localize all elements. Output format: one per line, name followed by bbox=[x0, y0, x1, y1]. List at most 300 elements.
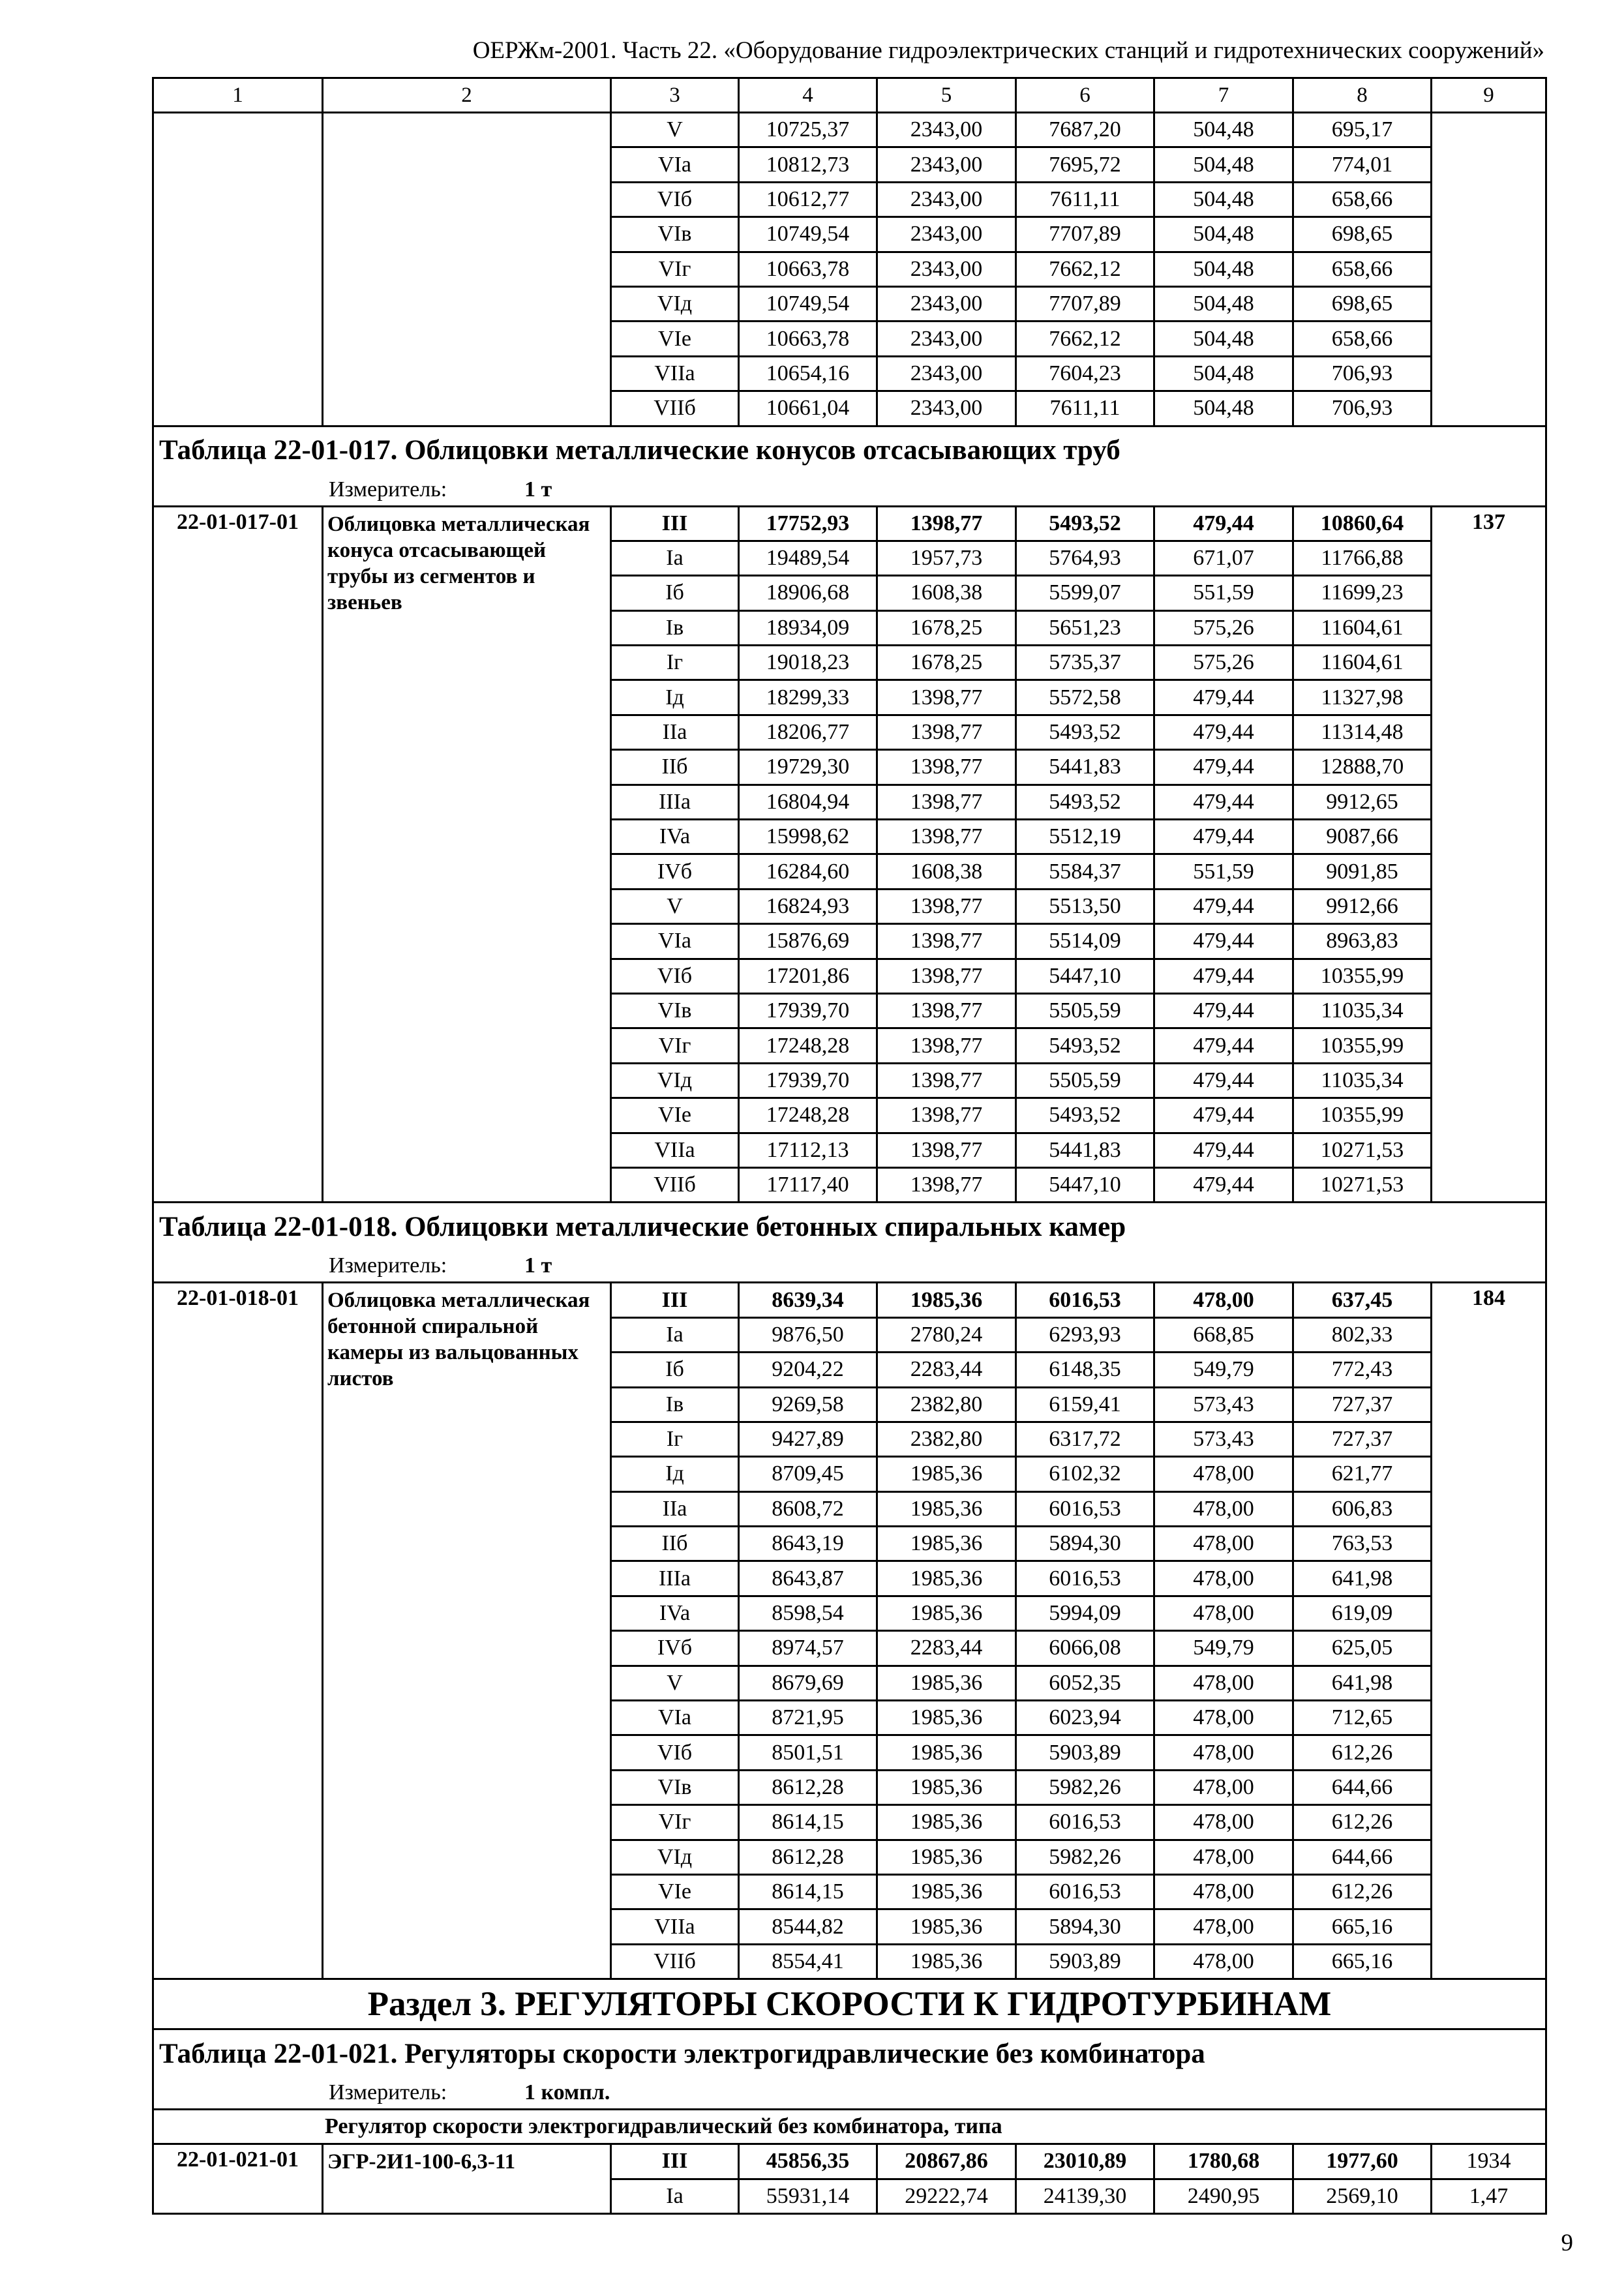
value-cell: 6016,53 bbox=[1016, 1283, 1154, 1317]
zone-code: VIд bbox=[611, 286, 739, 321]
value-cell: 698,65 bbox=[1293, 286, 1432, 321]
value-cell: 7707,89 bbox=[1016, 286, 1154, 321]
value-cell: 1398,77 bbox=[877, 506, 1016, 541]
value-cell: 2382,80 bbox=[877, 1387, 1016, 1422]
value-cell: 1985,36 bbox=[877, 1457, 1016, 1491]
value-cell: 5441,83 bbox=[1016, 1133, 1154, 1167]
zone-code: Iд bbox=[611, 1457, 739, 1491]
value-cell: 5505,59 bbox=[1016, 993, 1154, 1028]
zone-code: III bbox=[611, 2144, 739, 2179]
zone-code: III bbox=[611, 1283, 739, 1317]
zone-code: Ia bbox=[611, 541, 739, 575]
table-title-row bbox=[153, 1203, 1546, 1251]
value-cell: 772,43 bbox=[1293, 1353, 1432, 1387]
value-cell: 802,33 bbox=[1293, 1317, 1432, 1352]
column9-value: 184 bbox=[1432, 1283, 1546, 1979]
value-cell: 478,00 bbox=[1154, 1701, 1293, 1735]
value-cell: 668,85 bbox=[1154, 1317, 1293, 1352]
zone-code: IVб bbox=[611, 854, 739, 889]
value-cell: 15876,69 bbox=[739, 924, 877, 959]
measure-unit: 1 компл. bbox=[524, 2080, 610, 2105]
zone-code: VIIa bbox=[611, 1133, 739, 1167]
value-cell: 1398,77 bbox=[877, 993, 1016, 1028]
value-cell: 2343,00 bbox=[877, 286, 1016, 321]
value-cell: 5735,37 bbox=[1016, 646, 1154, 680]
value-cell: 504,48 bbox=[1154, 356, 1293, 391]
zone-code: VIг bbox=[611, 252, 739, 286]
value-cell: 1398,77 bbox=[877, 715, 1016, 749]
value-cell: 1780,68 bbox=[1154, 2144, 1293, 2179]
value-cell: 5447,10 bbox=[1016, 1167, 1154, 1202]
value-cell: 641,98 bbox=[1293, 1666, 1432, 1700]
value-cell: 10271,53 bbox=[1293, 1167, 1432, 1202]
value-cell: 8643,19 bbox=[739, 1527, 877, 1561]
section-title: Раздел 3. РЕГУЛЯТОРЫ СКОРОСТИ К ГИДРОТУРБИНАМ bbox=[153, 1979, 1546, 2029]
value-cell: 9876,50 bbox=[739, 1317, 877, 1352]
value-cell: 5764,93 bbox=[1016, 541, 1154, 575]
value-cell: 479,44 bbox=[1154, 959, 1293, 993]
value-cell: 621,77 bbox=[1293, 1457, 1432, 1491]
value-cell: 10271,53 bbox=[1293, 1133, 1432, 1167]
value-cell: 706,93 bbox=[1293, 391, 1432, 426]
zone-code: VIe bbox=[611, 1098, 739, 1133]
value-cell: 10654,16 bbox=[739, 356, 877, 391]
zone-code: IIб bbox=[611, 750, 739, 785]
value-cell: 6016,53 bbox=[1016, 1491, 1154, 1526]
resource-code: 22-01-021-01 bbox=[153, 2144, 323, 2214]
value-cell: 504,48 bbox=[1154, 252, 1293, 286]
value-cell: 7662,12 bbox=[1016, 322, 1154, 356]
value-cell: 6066,08 bbox=[1016, 1631, 1154, 1666]
value-cell: 7604,23 bbox=[1016, 356, 1154, 391]
value-cell: 18299,33 bbox=[739, 680, 877, 715]
value-cell: 1985,36 bbox=[877, 1596, 1016, 1630]
section-heading-row bbox=[153, 1979, 1546, 2029]
zone-code: Iб bbox=[611, 1353, 739, 1387]
zone-code: Iд bbox=[611, 680, 739, 715]
value-cell: 575,26 bbox=[1154, 610, 1293, 645]
zone-code: VIд bbox=[611, 1840, 739, 1874]
zone-code: VIг bbox=[611, 1028, 739, 1063]
value-cell: 504,48 bbox=[1154, 182, 1293, 217]
zone-code: Ia bbox=[611, 2179, 739, 2213]
value-cell: 5651,23 bbox=[1016, 610, 1154, 645]
value-cell: 478,00 bbox=[1154, 1283, 1293, 1317]
value-cell: 29222,74 bbox=[877, 2179, 1016, 2213]
zone-code: VIe bbox=[611, 322, 739, 356]
measure-unit: 1 т bbox=[524, 1253, 552, 1278]
value-cell: 10812,73 bbox=[739, 147, 877, 182]
value-cell: 55931,14 bbox=[739, 2179, 877, 2213]
value-cell: 644,66 bbox=[1293, 1770, 1432, 1804]
value-cell: 612,26 bbox=[1293, 1735, 1432, 1770]
value-cell: 479,44 bbox=[1154, 889, 1293, 923]
value-cell: 11035,34 bbox=[1293, 1063, 1432, 1098]
norms-table bbox=[152, 77, 1547, 2215]
value-cell: 11699,23 bbox=[1293, 576, 1432, 610]
column-number: 1 bbox=[153, 78, 323, 113]
value-cell: 5514,09 bbox=[1016, 924, 1154, 959]
value-cell: 17752,93 bbox=[739, 506, 877, 541]
zone-code: VIIб bbox=[611, 391, 739, 426]
column-number: 5 bbox=[877, 78, 1016, 113]
column-number: 8 bbox=[1293, 78, 1432, 113]
value-cell: 1398,77 bbox=[877, 924, 1016, 959]
value-cell: 2490,95 bbox=[1154, 2179, 1293, 2213]
value-cell: 698,65 bbox=[1293, 217, 1432, 252]
value-cell: 16804,94 bbox=[739, 785, 877, 819]
value-cell: 8501,51 bbox=[739, 1735, 877, 1770]
value-cell: 641,98 bbox=[1293, 1561, 1432, 1596]
value-cell: 5447,10 bbox=[1016, 959, 1154, 993]
value-cell: 10663,78 bbox=[739, 252, 877, 286]
value-cell: 7707,89 bbox=[1016, 217, 1154, 252]
measure-label: Измеритель: bbox=[329, 1253, 447, 1278]
value-cell: 5903,89 bbox=[1016, 1944, 1154, 1979]
value-cell: 479,44 bbox=[1154, 680, 1293, 715]
zone-code: IVa bbox=[611, 820, 739, 854]
value-cell: 479,44 bbox=[1154, 1063, 1293, 1098]
measure-label: Измеритель: bbox=[329, 477, 447, 501]
zone-code: III bbox=[611, 506, 739, 541]
measure-row bbox=[153, 474, 1546, 507]
value-cell: 7687,20 bbox=[1016, 113, 1154, 147]
value-cell: 6016,53 bbox=[1016, 1874, 1154, 1909]
value-cell: 5441,83 bbox=[1016, 750, 1154, 785]
value-cell: 1398,77 bbox=[877, 1028, 1016, 1063]
value-cell: 15998,62 bbox=[739, 820, 877, 854]
resource-code: 22-01-018-01 bbox=[153, 1283, 323, 1979]
value-cell: 8544,82 bbox=[739, 1909, 877, 1944]
value-cell: 1977,60 bbox=[1293, 2144, 1432, 2179]
value-cell: 9204,22 bbox=[739, 1353, 877, 1387]
value-cell: 9912,65 bbox=[1293, 785, 1432, 819]
value-cell: 23010,89 bbox=[1016, 2144, 1154, 2179]
value-cell: 5572,58 bbox=[1016, 680, 1154, 715]
zone-code: VIIб bbox=[611, 1167, 739, 1202]
empty-cell bbox=[1432, 113, 1546, 426]
value-cell: 478,00 bbox=[1154, 1491, 1293, 1526]
value-cell: 6148,35 bbox=[1016, 1353, 1154, 1387]
value-cell: 7611,11 bbox=[1016, 391, 1154, 426]
value-cell: 5512,19 bbox=[1016, 820, 1154, 854]
value-cell: 1398,77 bbox=[877, 785, 1016, 819]
value-cell: 17939,70 bbox=[739, 993, 877, 1028]
value-cell: 2343,00 bbox=[877, 322, 1016, 356]
value-cell: 478,00 bbox=[1154, 1666, 1293, 1700]
value-cell: 504,48 bbox=[1154, 217, 1293, 252]
measure-unit: 1 т bbox=[524, 477, 552, 501]
measure-label: Измеритель: bbox=[329, 2080, 447, 2105]
column-number: 4 bbox=[739, 78, 877, 113]
value-cell: 8598,54 bbox=[739, 1596, 877, 1630]
zone-code: VIг bbox=[611, 1805, 739, 1840]
value-cell: 17201,86 bbox=[739, 959, 877, 993]
value-cell: 479,44 bbox=[1154, 1167, 1293, 1202]
column-number: 9 bbox=[1432, 78, 1546, 113]
zone-code: VIв bbox=[611, 993, 739, 1028]
value-cell: 665,16 bbox=[1293, 1944, 1432, 1979]
zone-code: VIa bbox=[611, 147, 739, 182]
measure-cell bbox=[153, 2077, 1546, 2110]
value-cell: 2569,10 bbox=[1293, 2179, 1432, 2213]
value-cell: 573,43 bbox=[1154, 1387, 1293, 1422]
value-cell: 612,26 bbox=[1293, 1805, 1432, 1840]
value-cell: 10860,64 bbox=[1293, 506, 1432, 541]
value-cell: 763,53 bbox=[1293, 1527, 1432, 1561]
value-cell: 9091,85 bbox=[1293, 854, 1432, 889]
value-cell: 575,26 bbox=[1154, 646, 1293, 680]
value-cell: 637,45 bbox=[1293, 1283, 1432, 1317]
value-cell: 6016,53 bbox=[1016, 1805, 1154, 1840]
value-cell: 16284,60 bbox=[739, 854, 877, 889]
resource-code: 22-01-017-01 bbox=[153, 506, 323, 1203]
value-cell: 17939,70 bbox=[739, 1063, 877, 1098]
value-cell: 8974,57 bbox=[739, 1631, 877, 1666]
value-cell: 1398,77 bbox=[877, 1133, 1016, 1167]
value-cell: 479,44 bbox=[1154, 750, 1293, 785]
value-cell: 1678,25 bbox=[877, 646, 1016, 680]
value-cell: 11327,98 bbox=[1293, 680, 1432, 715]
value-cell: 11035,34 bbox=[1293, 993, 1432, 1028]
table-title-row bbox=[153, 2029, 1546, 2078]
resource-name: Облицовка металлическая конуса отсасывающей трубы из сегментов и звеньев bbox=[323, 506, 611, 1203]
value-cell: 2343,00 bbox=[877, 113, 1016, 147]
value-cell: 478,00 bbox=[1154, 1770, 1293, 1804]
zone-code: IIa bbox=[611, 1491, 739, 1526]
value-cell: 18206,77 bbox=[739, 715, 877, 749]
value-cell: 2343,00 bbox=[877, 147, 1016, 182]
value-cell: 17248,28 bbox=[739, 1098, 877, 1133]
value-cell: 1985,36 bbox=[877, 1527, 1016, 1561]
value-cell: 6023,94 bbox=[1016, 1701, 1154, 1735]
zone-code: IIб bbox=[611, 1527, 739, 1561]
value-cell: 1985,36 bbox=[877, 1701, 1016, 1735]
value-cell: 10355,99 bbox=[1293, 1028, 1432, 1063]
value-cell: 606,83 bbox=[1293, 1491, 1432, 1526]
value-cell: 774,01 bbox=[1293, 147, 1432, 182]
value-cell: 5894,30 bbox=[1016, 1527, 1154, 1561]
value-cell: 1398,77 bbox=[877, 959, 1016, 993]
zone-code: VIб bbox=[611, 1735, 739, 1770]
column9-value: 1934 bbox=[1432, 2144, 1546, 2179]
value-cell: 478,00 bbox=[1154, 1840, 1293, 1874]
value-cell: 478,00 bbox=[1154, 1527, 1293, 1561]
zone-code: VIв bbox=[611, 217, 739, 252]
value-cell: 479,44 bbox=[1154, 993, 1293, 1028]
value-cell: 658,66 bbox=[1293, 322, 1432, 356]
zone-code: V bbox=[611, 113, 739, 147]
value-cell: 478,00 bbox=[1154, 1457, 1293, 1491]
value-cell: 8554,41 bbox=[739, 1944, 877, 1979]
zone-code: Iг bbox=[611, 646, 739, 680]
value-cell: 9269,58 bbox=[739, 1387, 877, 1422]
column-number-row bbox=[153, 78, 1546, 113]
zone-code: VIa bbox=[611, 1701, 739, 1735]
value-cell: 9427,89 bbox=[739, 1422, 877, 1456]
value-cell: 551,59 bbox=[1154, 576, 1293, 610]
value-cell: 2343,00 bbox=[877, 182, 1016, 217]
value-cell: 479,44 bbox=[1154, 1028, 1293, 1063]
value-cell: 727,37 bbox=[1293, 1387, 1432, 1422]
zone-code: IIIa bbox=[611, 1561, 739, 1596]
value-cell: 478,00 bbox=[1154, 1735, 1293, 1770]
value-cell: 504,48 bbox=[1154, 322, 1293, 356]
value-cell: 549,79 bbox=[1154, 1353, 1293, 1387]
value-cell: 5493,52 bbox=[1016, 506, 1154, 541]
value-cell: 1608,38 bbox=[877, 576, 1016, 610]
value-cell: 1398,77 bbox=[877, 680, 1016, 715]
zone-code: Iб bbox=[611, 576, 739, 610]
value-cell: 20867,86 bbox=[877, 2144, 1016, 2179]
value-cell: 2283,44 bbox=[877, 1631, 1016, 1666]
value-cell: 18934,09 bbox=[739, 610, 877, 645]
value-cell: 5493,52 bbox=[1016, 1028, 1154, 1063]
value-cell: 8639,34 bbox=[739, 1283, 877, 1317]
value-cell: 2343,00 bbox=[877, 356, 1016, 391]
zone-code: VIIa bbox=[611, 356, 739, 391]
value-cell: 1678,25 bbox=[877, 610, 1016, 645]
table-row bbox=[153, 113, 1546, 147]
value-cell: 8963,83 bbox=[1293, 924, 1432, 959]
value-cell: 7611,11 bbox=[1016, 182, 1154, 217]
value-cell: 1985,36 bbox=[877, 1944, 1016, 1979]
value-cell: 9087,66 bbox=[1293, 820, 1432, 854]
value-cell: 2343,00 bbox=[877, 391, 1016, 426]
value-cell: 5599,07 bbox=[1016, 576, 1154, 610]
zone-code: VIб bbox=[611, 182, 739, 217]
value-cell: 1398,77 bbox=[877, 1098, 1016, 1133]
subheading-row bbox=[153, 2110, 1546, 2144]
value-cell: 478,00 bbox=[1154, 1805, 1293, 1840]
zone-code: V bbox=[611, 889, 739, 923]
value-cell: 8612,28 bbox=[739, 1840, 877, 1874]
value-cell: 2343,00 bbox=[877, 217, 1016, 252]
table-title: Таблица 22-01-018. Облицовки металлические бетонных спиральных камер bbox=[153, 1203, 1546, 1251]
value-cell: 479,44 bbox=[1154, 1133, 1293, 1167]
value-cell: 549,79 bbox=[1154, 1631, 1293, 1666]
table-row bbox=[153, 2144, 1546, 2179]
value-cell: 2780,24 bbox=[877, 1317, 1016, 1352]
value-cell: 5584,37 bbox=[1016, 854, 1154, 889]
value-cell: 712,65 bbox=[1293, 1701, 1432, 1735]
value-cell: 5894,30 bbox=[1016, 1909, 1154, 1944]
value-cell: 619,09 bbox=[1293, 1596, 1432, 1630]
value-cell: 1398,77 bbox=[877, 889, 1016, 923]
value-cell: 5505,59 bbox=[1016, 1063, 1154, 1098]
value-cell: 1608,38 bbox=[877, 854, 1016, 889]
zone-code: VIб bbox=[611, 959, 739, 993]
value-cell: 6317,72 bbox=[1016, 1422, 1154, 1456]
value-cell: 10612,77 bbox=[739, 182, 877, 217]
value-cell: 6293,93 bbox=[1016, 1317, 1154, 1352]
value-cell: 1957,73 bbox=[877, 541, 1016, 575]
table-title-row bbox=[153, 426, 1546, 474]
value-cell: 1985,36 bbox=[877, 1874, 1016, 1909]
value-cell: 18906,68 bbox=[739, 576, 877, 610]
zone-code: Iв bbox=[611, 610, 739, 645]
value-cell: 19018,23 bbox=[739, 646, 877, 680]
empty-cell bbox=[323, 113, 611, 426]
value-cell: 5493,52 bbox=[1016, 785, 1154, 819]
value-cell: 10725,37 bbox=[739, 113, 877, 147]
value-cell: 24139,30 bbox=[1016, 2179, 1154, 2213]
value-cell: 5513,50 bbox=[1016, 889, 1154, 923]
value-cell: 478,00 bbox=[1154, 1596, 1293, 1630]
value-cell: 1985,36 bbox=[877, 1840, 1016, 1874]
zone-code: IIa bbox=[611, 715, 739, 749]
value-cell: 5982,26 bbox=[1016, 1770, 1154, 1804]
measure-row bbox=[153, 2077, 1546, 2110]
column9-value: 137 bbox=[1432, 506, 1546, 1203]
zone-code: V bbox=[611, 1666, 739, 1700]
value-cell: 7695,72 bbox=[1016, 147, 1154, 182]
value-cell: 10661,04 bbox=[739, 391, 877, 426]
value-cell: 658,66 bbox=[1293, 182, 1432, 217]
value-cell: 573,43 bbox=[1154, 1422, 1293, 1456]
zone-code: VIe bbox=[611, 1874, 739, 1909]
measure-cell bbox=[153, 474, 1546, 507]
table-title: Таблица 22-01-017. Облицовки металлические конусов отсасывающих труб bbox=[153, 426, 1546, 474]
value-cell: 6159,41 bbox=[1016, 1387, 1154, 1422]
value-cell: 478,00 bbox=[1154, 1874, 1293, 1909]
column-number: 6 bbox=[1016, 78, 1154, 113]
table-row bbox=[153, 1283, 1546, 1317]
value-cell: 2283,44 bbox=[877, 1353, 1016, 1387]
value-cell: 504,48 bbox=[1154, 391, 1293, 426]
column-number: 7 bbox=[1154, 78, 1293, 113]
value-cell: 17248,28 bbox=[739, 1028, 877, 1063]
value-cell: 8612,28 bbox=[739, 1770, 877, 1804]
value-cell: 478,00 bbox=[1154, 1909, 1293, 1944]
value-cell: 10749,54 bbox=[739, 217, 877, 252]
value-cell: 504,48 bbox=[1154, 286, 1293, 321]
zone-code: VIIб bbox=[611, 1944, 739, 1979]
value-cell: 10355,99 bbox=[1293, 959, 1432, 993]
value-cell: 1398,77 bbox=[877, 750, 1016, 785]
resource-name: ЭГР-2И1-100-6,3-11 bbox=[323, 2144, 611, 2214]
value-cell: 11604,61 bbox=[1293, 646, 1432, 680]
value-cell: 479,44 bbox=[1154, 924, 1293, 959]
value-cell: 7662,12 bbox=[1016, 252, 1154, 286]
zone-code: VIв bbox=[611, 1770, 739, 1804]
value-cell: 1985,36 bbox=[877, 1770, 1016, 1804]
column9-value: 1,47 bbox=[1432, 2179, 1546, 2213]
page-header: ОЕРЖм-2001. Часть 22. «Оборудование гидроэлектрических станций и гидротехнических сооружений» bbox=[472, 37, 1544, 64]
value-cell: 478,00 bbox=[1154, 1561, 1293, 1596]
value-cell: 658,66 bbox=[1293, 252, 1432, 286]
value-cell: 727,37 bbox=[1293, 1422, 1432, 1456]
value-cell: 19729,30 bbox=[739, 750, 877, 785]
value-cell: 8679,69 bbox=[739, 1666, 877, 1700]
value-cell: 8614,15 bbox=[739, 1874, 877, 1909]
value-cell: 625,05 bbox=[1293, 1631, 1432, 1666]
table-title: Таблица 22-01-021. Регуляторы скорости электрогидравлические без комбинатора bbox=[153, 2029, 1546, 2078]
value-cell: 10663,78 bbox=[739, 322, 877, 356]
zone-code: IIIa bbox=[611, 785, 739, 819]
measure-cell bbox=[153, 1250, 1546, 1283]
value-cell: 1985,36 bbox=[877, 1561, 1016, 1596]
column-number: 2 bbox=[323, 78, 611, 113]
value-cell: 504,48 bbox=[1154, 113, 1293, 147]
value-cell: 2382,80 bbox=[877, 1422, 1016, 1456]
value-cell: 12888,70 bbox=[1293, 750, 1432, 785]
value-cell: 8643,87 bbox=[739, 1561, 877, 1596]
zone-code: VIIa bbox=[611, 1909, 739, 1944]
measure-row bbox=[153, 1250, 1546, 1283]
value-cell: 5982,26 bbox=[1016, 1840, 1154, 1874]
value-cell: 1985,36 bbox=[877, 1805, 1016, 1840]
